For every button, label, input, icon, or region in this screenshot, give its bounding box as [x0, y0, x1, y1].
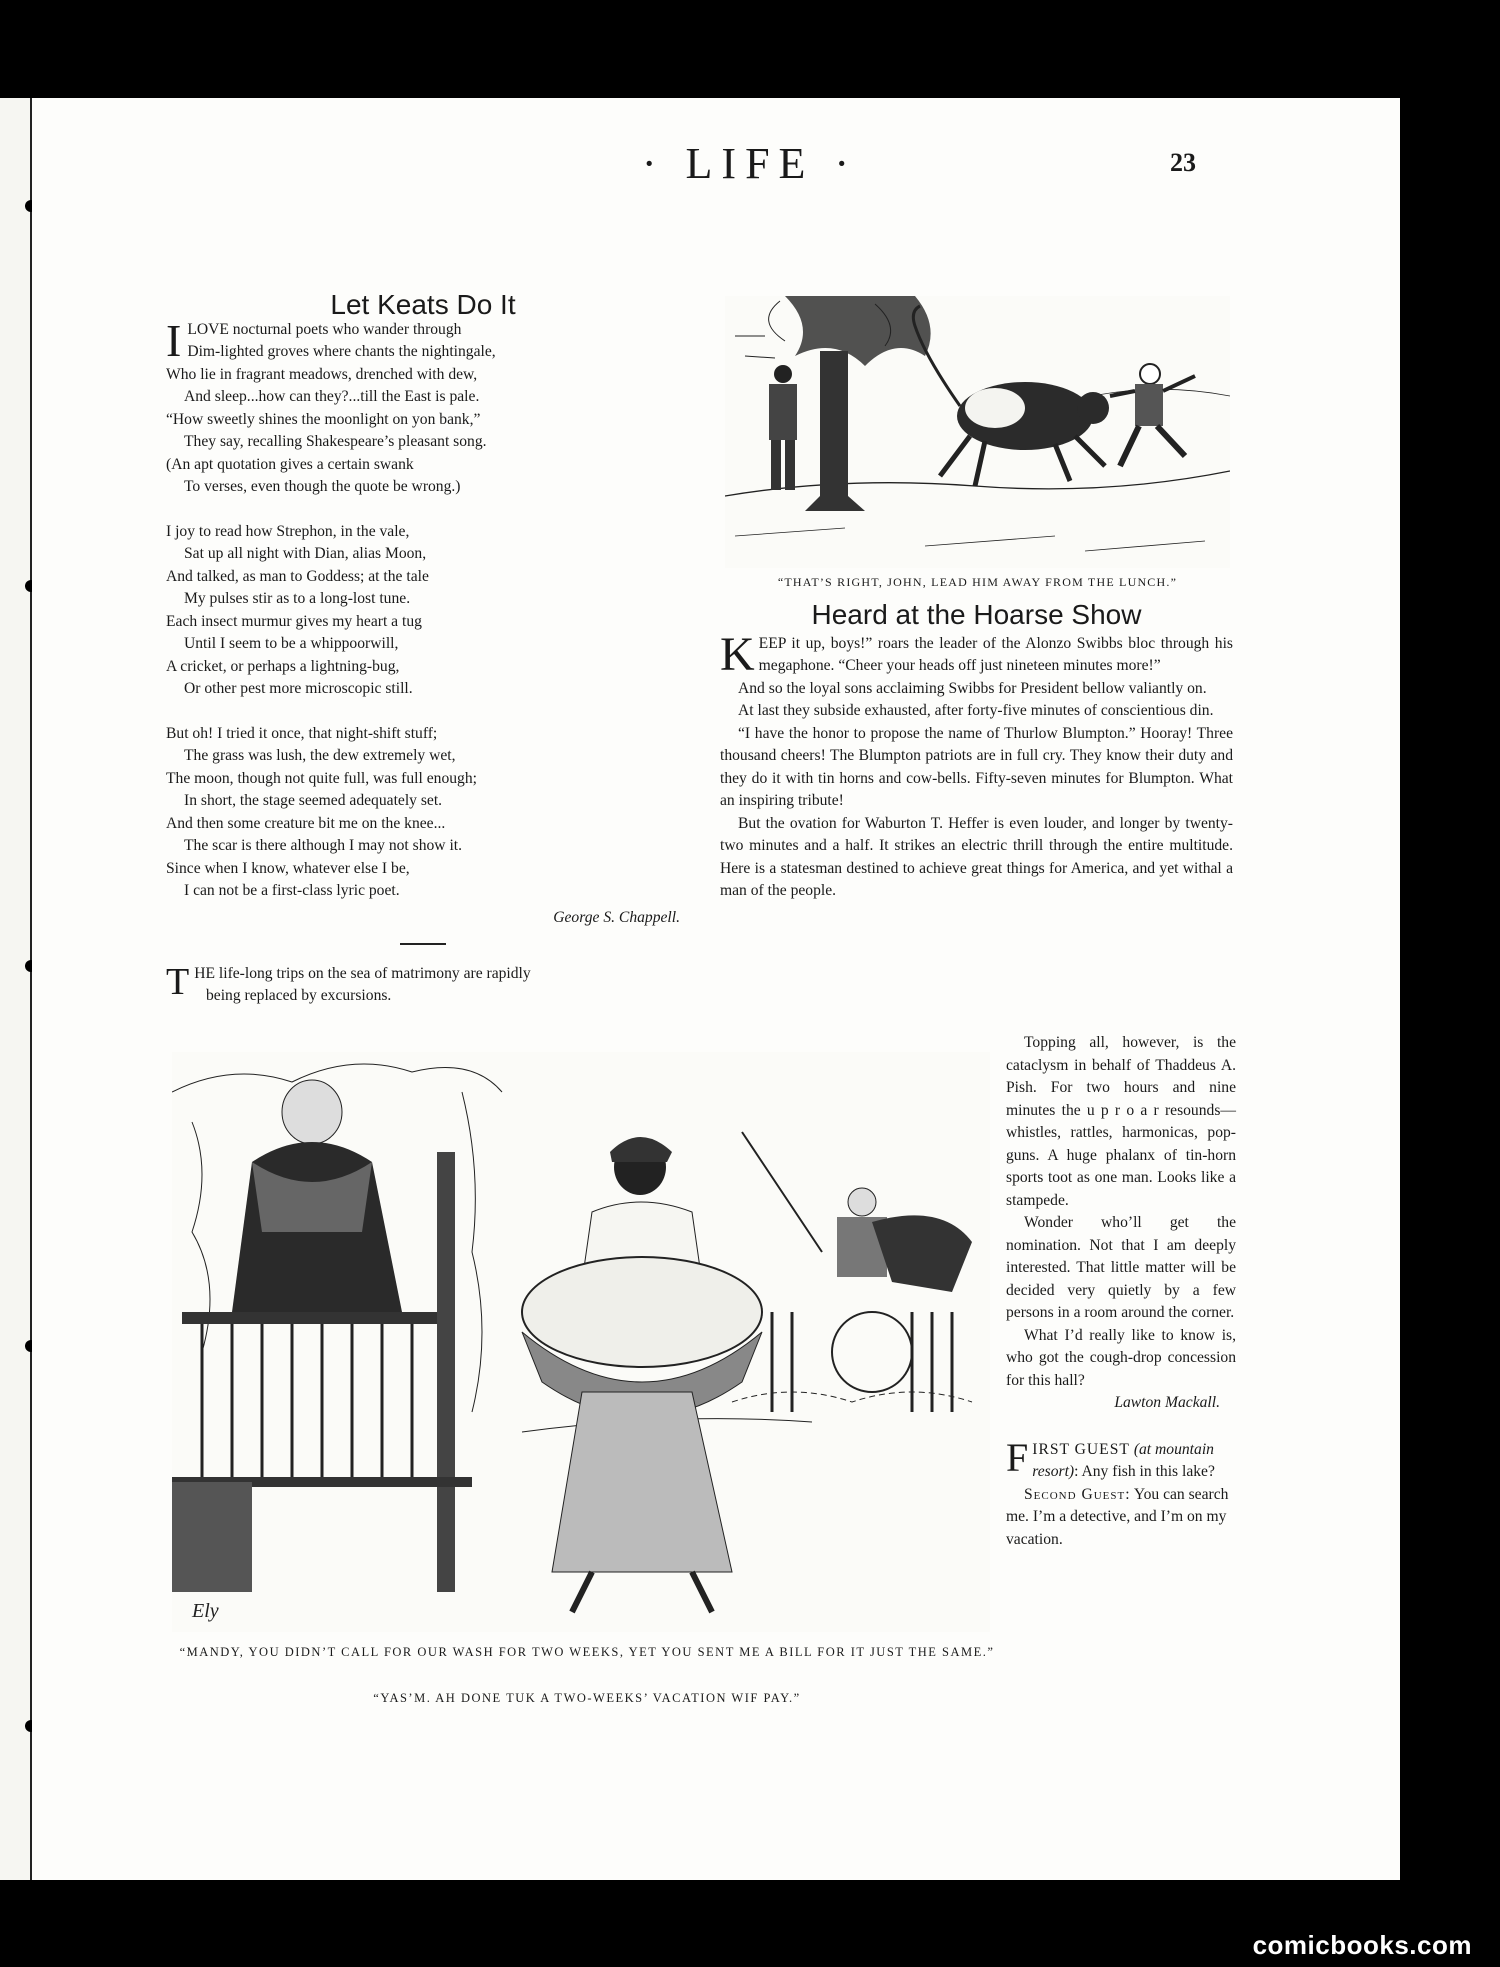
joke-matrimony-line: HE life-long trips on the sea of matrimony are rapidly	[194, 965, 531, 982]
article-paragraph: Wonder who’ll get the nomination. Not that I am deeply interested. That little matter will be decided very quietly by a few persons in a room around the corner.	[1006, 1214, 1236, 1321]
poem-line: My pulses stir as to a long-lost tune.	[184, 590, 411, 607]
article-paragraph: At last they subside exhausted, after forty-five minutes of conscientious din.	[738, 702, 1214, 719]
cow-cartoon-illustration	[725, 296, 1230, 568]
poem-line: To verses, even though the quote be wrong.)	[184, 478, 461, 495]
drop-cap: T	[166, 961, 190, 1003]
poem-line: “How sweetly shines the moonlight on yon bank,”	[166, 410, 481, 428]
joke-matrimony	[166, 963, 680, 1007]
poem-line: And then some creature bit me on the knee...	[166, 814, 446, 832]
watermark: comicbooks.com	[1252, 1930, 1472, 1960]
poem-line: Sat up all night with Dian, alias Moon,	[184, 545, 427, 562]
article-paragraph: KEEP it up, boys!” roars the leader of the Alonzo Swibbs bloc through his megaphone. “Cheer your heads off just nineteen minutes more!”	[720, 627, 1233, 681]
poem-line: The scar is there although I may not show it.	[184, 837, 463, 854]
joke-first-guest	[1006, 1434, 1236, 1552]
poem-line: (An apt quotation gives a certain swank	[166, 455, 414, 473]
wash-cartoon-illustration	[172, 1052, 990, 1632]
poem-stanza	[166, 723, 680, 903]
poem-line: And sleep...how can they?...till the East is pale.	[184, 388, 480, 405]
poem-line: Dim-lighted groves where chants the nightingale,	[187, 343, 496, 360]
wash-cartoon-caption-2: “YAS’M. AH DONE TUK A TWO-WEEKS’ VACATION WIF PAY.”	[373, 1691, 801, 1705]
poem-line: And talked, as man to Goddess; at the tale	[166, 567, 429, 585]
masthead: · LIFE ·	[641, 139, 859, 188]
wash-cartoon-caption-1: “MANDY, YOU DIDN’T CALL FOR OUR WASH FOR TWO WEEKS, YET YOU SENT ME A BILL FOR IT JUST THE SAME.”	[179, 1645, 995, 1659]
setting-note: (at mountain resort)	[1032, 1440, 1214, 1480]
cow-cartoon-caption: “THAT’S RIGHT, JOHN, LEAD HIM AWAY FROM THE LUNCH.”	[777, 575, 1178, 589]
section-divider	[400, 943, 446, 945]
binding-margin	[0, 98, 30, 1880]
poem-line: I joy to read how Strephon, in the vale,	[166, 522, 410, 540]
dialogue-line: You can search me. I’m a detective, and I’m on my vacation.	[1006, 1485, 1229, 1548]
article-signature: Lawton Mackall.	[1114, 1394, 1220, 1411]
article-paragraph: What I’d really like to know is, who got the cough-drop concession for this hall?	[1006, 1326, 1236, 1389]
article-paragraph: “I have the honor to propose the name of Thurlow Blumpton.” Hooray! Three thousand cheers! The Blumpton patriots are in full cry. They know their duty and they do it with tin horns and cow-bells. Fifty-seven minutes for Blumpton. What an inspiring tribute!	[720, 724, 1233, 809]
poem-line: ILOVE nocturnal poets who wander through	[166, 314, 462, 366]
poem-line: The moon, though not quite full, was full enough;	[166, 769, 477, 787]
article-paragraph: But the ovation for Waburton T. Heffer is even louder, and longer by twenty-two minutes and a half. It strikes an electric thrill through the entire multitude. Here is a statesman destined to achieve great things for America, and yet withal a man of the people.	[720, 814, 1233, 899]
joke-matrimony-line: being replaced by excursions.	[206, 987, 392, 1004]
poem-body	[166, 314, 680, 903]
speaker-first-guest: IRST GUEST	[1032, 1440, 1130, 1458]
poem-line: A cricket, or perhaps a lightning-bug,	[166, 657, 400, 675]
poem-line: But oh! I tried it once, that night-shift stuff;	[166, 724, 438, 742]
article-paragraph: Topping all, however, is the cataclysm in behalf of Thaddeus A. Pish. For two hours and nine minutes the u p r o a r resounds—whistles, rattles, harmonicas, pop-guns. A huge phalanx of tin-horn sports toot as one man. Looks like a stampede.	[1006, 1034, 1236, 1209]
poem-stanza	[166, 521, 680, 701]
poem-line: Until I seem to be a whippoorwill,	[184, 635, 399, 652]
poem-line: Each insect murmur gives my heart a tug	[166, 612, 422, 630]
artist-signature: Ely	[192, 1600, 219, 1622]
dialogue-line: : Any fish in this lake?	[1074, 1463, 1215, 1480]
page-number: 23	[1170, 148, 1196, 177]
drop-cap: K	[720, 627, 755, 681]
article-paragraph: And so the loyal sons acclaiming Swibbs for President bellow valiantly on.	[738, 679, 1207, 697]
poem-line: Since when I know, whatever else I be,	[166, 859, 410, 877]
poem	[166, 289, 680, 1007]
poem-line: They say, recalling Shakespeare’s pleasant song.	[184, 433, 487, 450]
article-title: Heard at the Hoarse Show	[811, 599, 1142, 630]
poem-title: Let Keats Do It	[330, 289, 516, 320]
speaker-second-guest: Second Guest:	[1024, 1485, 1131, 1503]
poem-line: Who lie in fragrant meadows, drenched with dew,	[166, 365, 478, 383]
poem-line: In short, the stage seemed adequately set.	[184, 792, 443, 809]
drop-cap: I	[166, 314, 182, 366]
drop-cap: F	[1006, 1434, 1029, 1480]
poem-line: Or other pest more microscopic still.	[184, 680, 413, 697]
poem-signature: George S. Chappell.	[553, 908, 680, 926]
poem-line: The grass was lush, the dew extremely wet,	[184, 747, 456, 764]
article-hoarse-show	[720, 599, 1233, 903]
poem-stanza	[166, 314, 680, 499]
article-continuation	[1006, 1032, 1236, 1551]
poem-line: I can not be a first-class lyric poet.	[184, 882, 400, 899]
